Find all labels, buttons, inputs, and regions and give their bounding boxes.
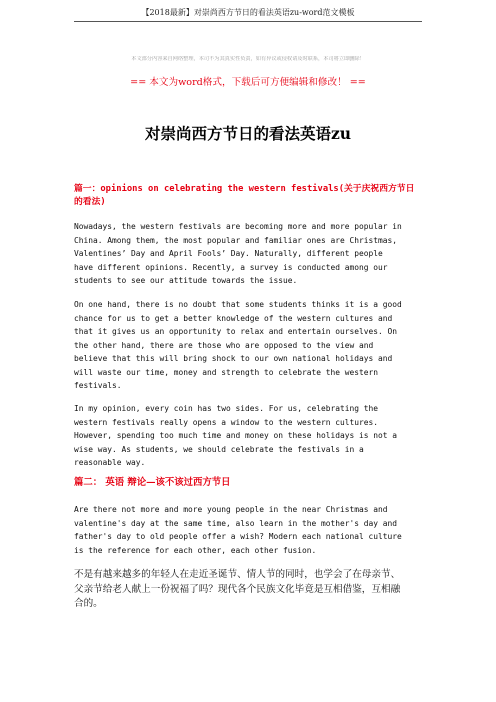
section-1-heading — [74, 183, 422, 209]
text-line: 不是有越来越多的年轻人在走近圣诞节、情人节的同时，也学会了在母亲节、 — [74, 569, 401, 580]
text-line: that it gives us an opportunity to relax and entertain ourselves. On — [74, 327, 398, 336]
text-line: 父亲节给老人献上一份祝福了吗？现代各个民族文化毕竟是互相借鉴，互相融 — [74, 583, 401, 595]
document-title: 对崇尚西方节日的看法英语zu — [144, 124, 352, 143]
text-line: father's day to old people offer a wish? Modern each national culture — [74, 532, 402, 541]
text-line: 合的。 — [74, 598, 103, 609]
section-2-heading: 篇二： 英语 辩论—该不该过西方节日 — [74, 477, 231, 488]
text-line: western festivals really opens a window to the western cultures. — [74, 417, 379, 427]
text-line: have different opinions. Recently, a survey is conducted among our — [74, 262, 388, 272]
text-line: In my opinion, every coin has two sides. For us, celebrating the — [74, 404, 379, 413]
section-1-heading-line: 的看法) — [74, 197, 106, 207]
text-line: China. Among them, the most popular and familiar ones are Christmas, — [74, 235, 398, 245]
header-title: 【2018最新】对崇尚西方节日的看法英语zu-word范文模板 — [141, 8, 355, 17]
section-1-paragraph-3 — [74, 402, 424, 470]
text-line: chance for us to get a better knowledge of the western cultures and — [74, 313, 393, 323]
disclaimer-text: 本文部分内容来自网络整理，本司不为其真实性负责，如有异议或侵权请及时联系，本司将立即删除！ — [131, 56, 365, 62]
text-line: valentine's day at the same time, also learn in the mother's day and — [74, 518, 398, 528]
header-divider — [74, 21, 422, 22]
text-line: students to see our attitude towards the issue. — [74, 276, 298, 285]
text-line: believe that this will bring shock to our own national holidays and — [74, 354, 393, 363]
section-1-paragraph-2 — [74, 298, 424, 393]
section-2-chinese-paragraph — [74, 568, 424, 612]
text-line: will waste our time, money and strength to celebrate the western — [74, 367, 379, 377]
text-line: Nowadays, the western festivals are becoming more and more popular in — [74, 222, 402, 231]
text-line: is the reference for each other, each other fusion. — [74, 545, 317, 555]
section-2-paragraph — [74, 503, 424, 557]
text-line: On one hand, there is no doubt that some students thinks it is a good — [74, 300, 402, 309]
section-1-paragraph-1 — [74, 220, 424, 288]
text-line: Valentines’ Day and April Fools’ Day. Naturally, different people — [74, 249, 383, 258]
page-header — [0, 0, 496, 18]
word-format-notice: == 本文为word格式，下载后可方便编辑和修改！ == — [130, 77, 366, 88]
text-line: reasonable way. — [74, 458, 146, 467]
section-1-heading-line: 篇一：opinions on celebrating the western festivals(关于庆祝西方节日 — [74, 184, 415, 194]
text-line: wise way. As students, we should celebrate the festivals in a — [74, 444, 364, 454]
text-line: festivals. — [74, 381, 122, 390]
text-line: However, spending too much time and money on these holidays is not a — [74, 431, 398, 440]
text-line: Are there not more and more young people in the near Christmas and — [74, 505, 388, 514]
text-line: the other hand, there are those who are opposed to the view and — [74, 340, 374, 350]
